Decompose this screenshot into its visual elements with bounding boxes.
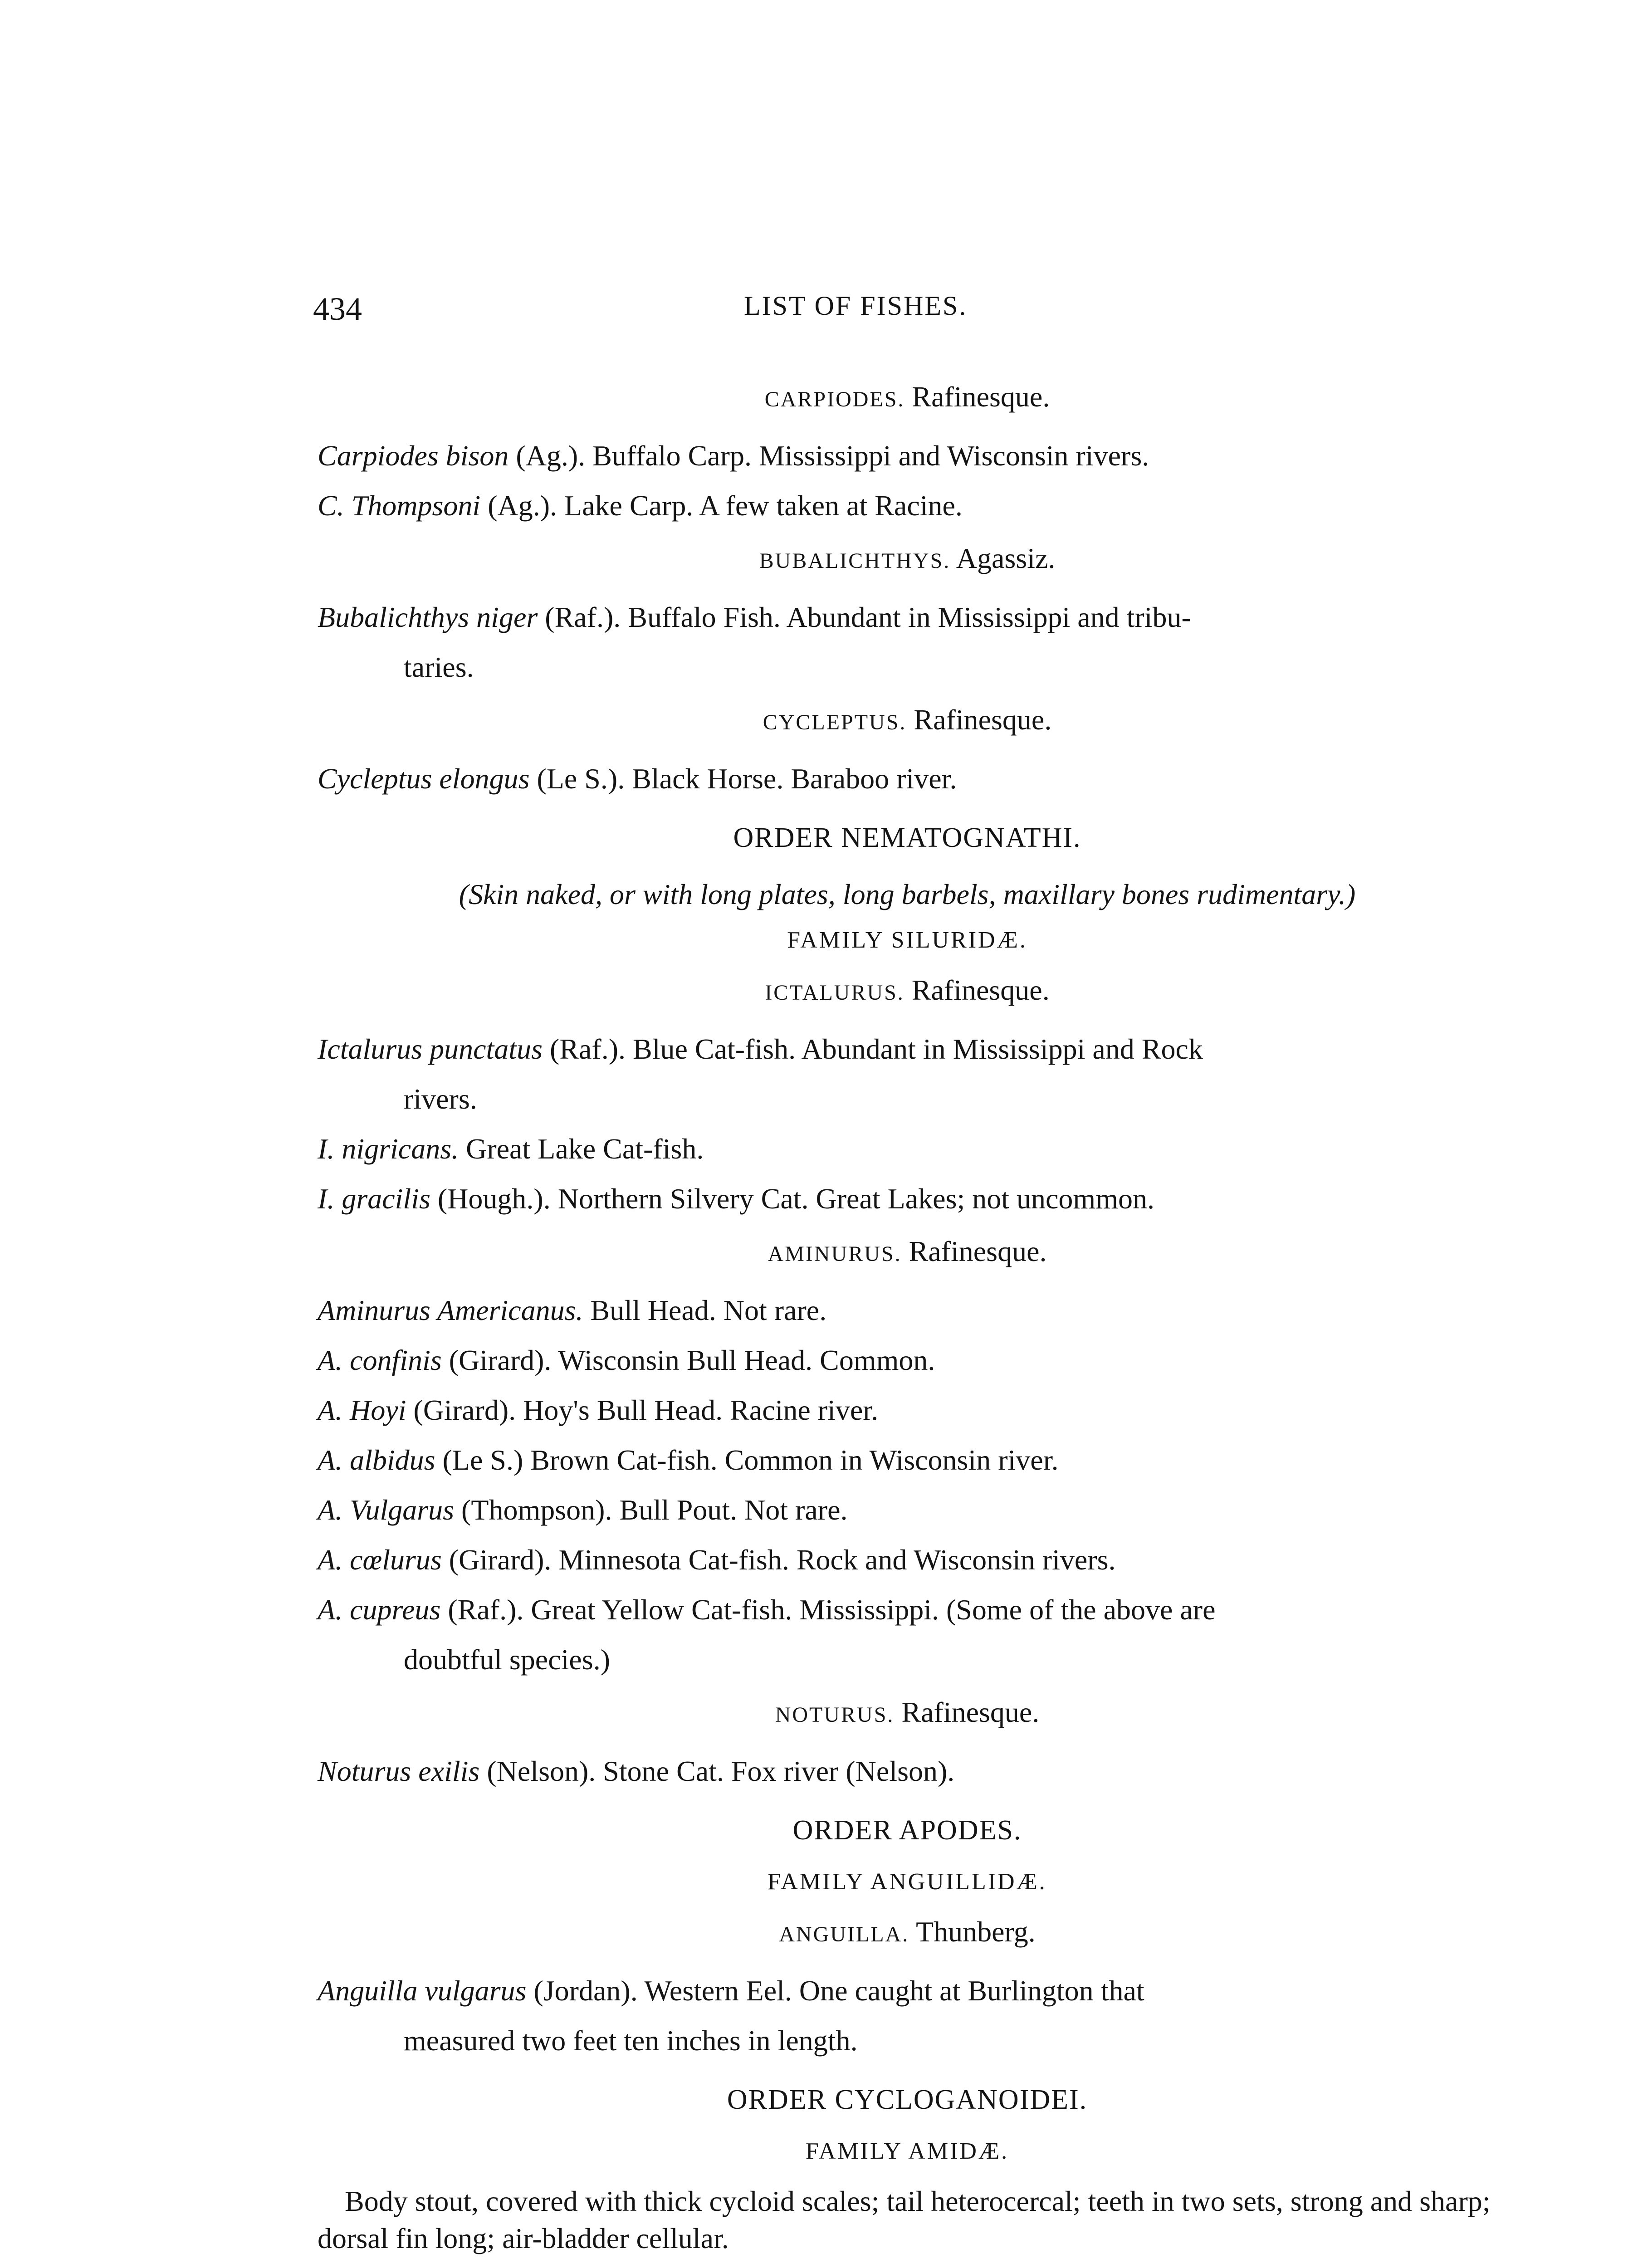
genus-authority: Rafinesque. <box>909 1235 1047 1267</box>
species-entry <box>318 599 1497 686</box>
species-name: Aminurus Americanus. <box>318 1294 583 1326</box>
entry-continuation: measured two feet ten inches in length. <box>404 2024 858 2057</box>
entry-line <box>318 487 1497 524</box>
genus-authority: Thunberg. <box>916 1916 1036 1948</box>
species-entry <box>318 1342 1497 1379</box>
species-entry <box>318 487 1497 524</box>
genus-authority: Rafinesque. <box>911 974 1050 1006</box>
species-entry <box>318 1130 1497 1168</box>
entry-line <box>318 1591 1497 1628</box>
species-entry <box>318 1753 1497 1790</box>
genus-name: BUBALICHTHYS. <box>759 549 951 573</box>
species-name: A. albidus <box>318 1444 435 1476</box>
species-name: C. Thompsoni <box>318 489 481 522</box>
species-name: Anguilla vulgarus <box>318 1975 527 2007</box>
entry-text: (Girard). Wisconsin Bull Head. Common. <box>441 1344 935 1376</box>
entry-text: (Ag.). Buffalo Carp. Mississippi and Wisconsin rivers. <box>508 440 1149 472</box>
species-entry <box>318 1591 1497 1678</box>
genus-name: ANGUILLA. <box>779 1922 909 1946</box>
entry-line <box>318 1031 1497 1068</box>
entry-line <box>318 1541 1497 1579</box>
species-name: A. Vulgarus <box>318 1494 455 1526</box>
entry-text: (Raf.). Great Yellow Cat-fish. Mississippi. (Some of the above are <box>440 1593 1216 1626</box>
entry-text: Great Lake Cat-fish. <box>459 1133 704 1165</box>
entry-line <box>318 599 1497 636</box>
genus-name: CYCLEPTUS. <box>763 710 907 734</box>
entry-line <box>318 1972 1497 2009</box>
genus-heading <box>318 1694 1497 1734</box>
entry-text: (Le S.) Brown Cat-fish. Common in Wisconsin river. <box>435 1444 1059 1476</box>
entry-line <box>318 1491 1497 1529</box>
entry-text: (Jordan). Western Eel. One caught at Burlington that <box>526 1975 1144 2007</box>
entry-line <box>318 437 1497 474</box>
species-entry <box>318 1972 1497 2059</box>
species-name: I. gracilis <box>318 1183 430 1215</box>
family-heading: FAMILY AMIDÆ. <box>805 2138 1009 2164</box>
species-name: Cycleptus elongus <box>318 763 530 795</box>
genus-name: AMINURUS. <box>768 1242 902 1266</box>
family-description: Body stout, covered with thick cycloid scales; tail heterocercal; teeth in two sets, strong and sharp; dorsal fin long; air-bladder cellular. <box>318 2185 1491 2254</box>
entry-text: (Girard). Hoy's Bull Head. Racine river. <box>406 1394 879 1426</box>
species-name: Ictalurus punctatus <box>318 1033 543 1065</box>
entry-line <box>318 1180 1497 1217</box>
genus-name: NOTURUS. <box>775 1703 895 1727</box>
entry-text: (Le S.). Black Horse. Baraboo river. <box>529 763 957 795</box>
entry-line <box>318 760 1497 797</box>
family-heading: FAMILY SILURIDÆ. <box>787 927 1027 953</box>
entry-line <box>318 1753 1497 1790</box>
species-entry <box>318 1180 1497 1217</box>
entry-text: Bull Head. Not rare. <box>583 1294 827 1326</box>
entry-continuation: rivers. <box>404 1083 477 1115</box>
entry-text: (Raf.). Buffalo Fish. Abundant in Mississippi and tribu- <box>538 601 1191 633</box>
order-note: (Skin naked, or with long plates, long barbels, maxillary bones rudimentary.) <box>459 878 1356 910</box>
entry-continuation: doubtful species.) <box>404 1643 610 1676</box>
entry-text: (Girard). Minnesota Cat-fish. Rock and Wisconsin rivers. <box>441 1544 1116 1576</box>
running-title: LIST OF FISHES. <box>744 291 968 321</box>
entry-line <box>318 1130 1497 1168</box>
species-name: Bubalichthys niger <box>318 601 538 633</box>
species-entry <box>318 1541 1497 1579</box>
entry-line <box>318 1342 1497 1379</box>
genus-name: CARPIODES. <box>764 387 905 411</box>
entry-line <box>318 1442 1497 1479</box>
species-entry <box>318 1292 1497 1329</box>
page-body <box>318 363 1497 2268</box>
entry-text: (Thompson). Bull Pout. Not rare. <box>454 1494 848 1526</box>
genus-authority: Agassiz. <box>956 542 1056 574</box>
page-number: 434 <box>313 291 362 327</box>
order-heading: ORDER CYCLOGANOIDEI. <box>727 2084 1088 2115</box>
genus-heading <box>318 1913 1497 1953</box>
entry-text: (Hough.). Northern Silvery Cat. Great Lakes; not uncommon. <box>430 1183 1154 1215</box>
species-name: A. Hoyi <box>318 1394 406 1426</box>
family-heading: FAMILY ANGUILLIDÆ. <box>768 1869 1047 1895</box>
genus-authority: Rafinesque. <box>912 381 1050 413</box>
species-entry <box>318 1031 1497 1118</box>
genus-heading <box>318 972 1497 1012</box>
entry-text: (Nelson). Stone Cat. Fox river (Nelson). <box>479 1755 955 1787</box>
species-name: A. cœlurus <box>318 1544 442 1576</box>
entry-line <box>318 1392 1497 1429</box>
species-entry <box>318 437 1497 474</box>
order-heading: ORDER NEMATOGNATHI. <box>733 822 1081 853</box>
species-name: I. nigricans. <box>318 1133 459 1165</box>
species-entry <box>318 1491 1497 1529</box>
genus-name: ICTALURUS. <box>765 981 905 1005</box>
genus-authority: Rafinesque. <box>901 1696 1040 1728</box>
species-entry <box>318 1442 1497 1479</box>
genus-heading <box>318 378 1497 418</box>
entry-continuation: taries. <box>404 651 474 683</box>
species-name: A. confinis <box>318 1344 442 1376</box>
genus-heading <box>318 540 1497 580</box>
entry-text: (Raf.). Blue Cat-fish. Abundant in Mississippi and Rock <box>542 1033 1203 1065</box>
order-heading: ORDER APODES. <box>792 1815 1022 1846</box>
species-name: Noturus exilis <box>318 1755 480 1787</box>
genus-authority: Rafinesque. <box>914 704 1052 736</box>
species-name: A. cupreus <box>318 1593 441 1626</box>
entry-line <box>318 1292 1497 1329</box>
species-entry <box>318 1392 1497 1429</box>
genus-heading <box>318 701 1497 741</box>
page-header <box>313 290 1492 340</box>
species-name: Carpiodes bison <box>318 440 509 472</box>
entry-text: (Ag.). Lake Carp. A few taken at Racine. <box>480 489 963 522</box>
species-entry <box>318 760 1497 797</box>
genus-heading <box>318 1233 1497 1273</box>
